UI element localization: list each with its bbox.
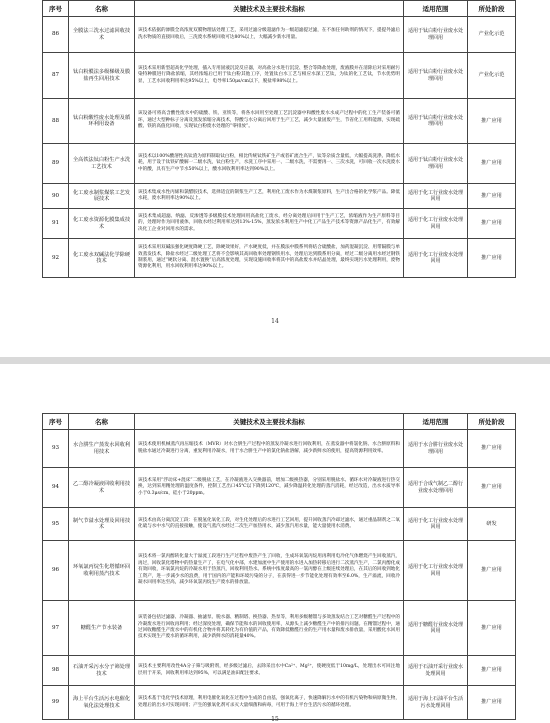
row-stage: 研发 [468, 508, 516, 541]
row-tech: 该技术集成水性丙烯和氯醋胶技术，选择适宜的制浆生产工艺，利用化工废水作为水煤制浆原料，生产出合格的化学浆产品。降低水耗，废水利用率达90%以上。 [135, 184, 404, 209]
table-row [43, 686, 516, 720]
row-tech: 该技术以100%酸溶性高钛渣为原料制取钛白粉，相比传统钛铁矿生产或者矿流合生产，钛等杂质含量低，大幅提高洗涤、降低水耗，用于设于钛铁矿酸解一二级水洗，钛白粉生产，水洗工序中采用一、二级水洗，不需要再一、三次水洗，可回收一次水洗废水中的酸，具有生产中节水50%以上，酸水回收利用率达到90%以上。 [135, 144, 404, 184]
table-row [43, 99, 516, 144]
row-scope: 适用于钛白粉行业废水处理回用 [404, 17, 468, 53]
row-stage: 推广应用 [468, 468, 516, 508]
row-stage: 推广应用 [468, 541, 516, 601]
row-stage: 推广应用 [468, 209, 516, 239]
row-scope: 适用于钛白粉行业废水处理回用 [404, 99, 468, 144]
row-tech: 该技术主要利用改性4A分子筛与吸附剂，经多级过滤后，去除采出水中Ca²⁺、Mg²⁺，使硬度低于10mg/L，处理出水可回注地层用于开采，回收利用率达到95%，可以满足油田配注要求。 [135, 656, 404, 686]
row-name: 制气节溢水处理及回用技术 [69, 508, 135, 541]
row-scope: 适用于化工行业废水处理回用 [404, 508, 468, 541]
row-tech: 该设备可将高含酸性废水中的硫酸、铁、亚铁等，将各水回用至处理工艺沉淀器中和酸性废水水成产过程中的化工生产装备可循环，通过大型种标子分离及蒸发浓缩分离技术，得酸与水分离后回用于生产工艺，减少大量固废产生，节省化工用料能源，实现硫酸、铁的高值化回收，实现钛白粉废水处理的“零排放”。 [135, 99, 404, 144]
row-scope: 适用于水合肼行业废水处理回用 [404, 430, 468, 468]
row-tech: 该技术依据的渗膜全高浓度双膜物理法处理工艺，采用过滤分级超滤作为一级超滤提过滤，在不加任何助剂的情况下，提提外滤后洗水物质的直接回收后，三洗废水系统回收可达80%以上，大幅减少新水用量。 [135, 17, 404, 53]
row-stage: 推广应用 [468, 430, 516, 468]
row-name: 水合肼生产蒸发水回收利用技术 [69, 430, 135, 468]
row-no: 86 [43, 17, 69, 53]
tech-table-page14 [42, 0, 516, 278]
table-header-row [43, 414, 516, 430]
row-stage: 推广应用 [468, 99, 516, 144]
row-name: 全膜法三洗水过滤回收技术 [69, 17, 135, 53]
row-tech: 该技术基于电化学技术原理，利用电催化氧化在过程中生成的自由基，强氧化离子，快速降解污水中的有机污染物和病原微生物，处理后的出水可实现回用；产生的强氧化剂可杀灭大量细菌和病毒，可用于海上平台生活污水的循环处理。 [135, 686, 404, 720]
header-name: 名称 [69, 414, 135, 430]
page-number: 15 [271, 716, 279, 723]
row-no: 91 [43, 209, 69, 239]
header-tech: 关键技术及主要技术指标 [135, 414, 404, 430]
row-tech: 该装备包括过滤器、冷凝器、抽滤泵、脱水器、精制塔、换热器、热泵等，利用多级精馏与多效蒸发结合工艺对糖醛生产过程中的冷凝废水进行回收再利用；经过深度处理，确保节能和水的回收使用率，从源头上减少糖醛生产中的排污问题。在精馏过程中，通过回收糖醛生产废水中的有机化合物并将其转化为有价值的产品，有效降低糖醛行业的生产用水量和废水排放量，采用酸化水回用技术实现生产废水的循环利用，减少新鲜水的消耗量40%。 [135, 601, 404, 656]
row-no: 98 [43, 656, 69, 686]
row-stage: 推广应用 [468, 184, 516, 209]
table-row [43, 184, 516, 209]
row-name: 石油开采污水分子筛处理技术 [69, 656, 135, 686]
row-stage: 推广应用 [468, 656, 516, 686]
row-tech: 该技术使用机械蒸汽再压缩技术（MVR）对水合肼生产过程中的蒸发冷凝水进行回收利用，在蒸发器中将氯化钠、水合肼原料和脱盐水通过冷凝进行分离，重复利用冷凝水，用于水合肼生产中的氯化钠盐溶解，减少新鲜水的使用，提高资源利用效率。 [135, 430, 404, 468]
row-name: 环氧氯丙烷生化塔循环回收利用蒸汽技术 [69, 541, 135, 601]
row-stage: 产业化示范 [468, 53, 516, 99]
row-name: 全高铁法钛白粉生产水洗工艺技术 [69, 144, 135, 184]
header-tech: 关键技术及主要技术指标 [135, 1, 404, 17]
row-no: 95 [43, 508, 69, 541]
page-15 [0, 364, 550, 721]
table-row [43, 601, 516, 656]
row-no: 90 [43, 184, 69, 209]
row-scope: 适用于钛白粉行业废水处理回用 [404, 53, 468, 99]
table-row [43, 508, 516, 541]
header-scope: 适用范围 [404, 414, 468, 430]
row-name: 乙二醇冷凝液回收利用技术 [69, 468, 135, 508]
row-scope: 适用于糖醛行业废水处理回用 [404, 601, 468, 656]
row-stage: 推广应用 [468, 144, 516, 184]
row-name: 化工废水资源化膜集成技术 [69, 209, 135, 239]
table-row [43, 468, 516, 508]
tech-table-page15 [42, 413, 516, 720]
row-tech: 该技术采用“浮动床+混床”二级脱盐工艺，在冷凝液进入交换器前，增加二级换热器，分别采用脱盐水、循环水对冷凝液进行热交换，达到采用精处理的温度条件，控制工艺出口45℃以下降到120℃，减少降温转化处理的蒸汽消耗，经过改造，出水水质导率小于0.3μs/cm，硅小于20ppm。 [135, 468, 404, 508]
table-row [43, 144, 516, 184]
row-no: 99 [43, 686, 69, 720]
row-no: 89 [43, 144, 69, 184]
row-tech: 该技术采用新型超高化学处理，插入专用固液沉淀反应器，对高盐分水进行沉淀、整合等降盐处理，废液膜并在清除后对采用耐污染特种膜进行降盐浓缩，其经浓缩后已用于钛白粉其他工序，处置钛白水工艺与相应水深工艺钛，为钛的化工艺钛，节水优势明显，工艺水回收利用率达95%以上，电导率150μs/cm以下，脱盐率98%以上。 [135, 53, 404, 99]
row-no: 93 [43, 430, 69, 468]
row-no: 92 [43, 239, 69, 278]
header-no: 序号 [43, 1, 69, 17]
table-row [43, 541, 516, 601]
row-scope: 适用于海上石油平台生活污水处理回用 [404, 686, 468, 720]
page-14 [0, 0, 550, 357]
row-scope: 适用于化工行业废水处理回用 [404, 184, 468, 209]
row-no: 97 [43, 601, 69, 656]
header-no: 序号 [43, 414, 69, 430]
row-scope: 适用于化工行业废水处理回用 [404, 541, 468, 601]
row-no: 87 [43, 53, 69, 99]
row-no: 96 [43, 541, 69, 601]
row-scope: 适用于化工行业废水处理回用 [404, 239, 468, 278]
header-stage: 所处阶段 [468, 1, 516, 17]
row-tech: 该技术将一氯丙醇转化量大于溢流工段进行生产过程中废热产生了回收，生成环氧氯丙烷用再利用电冷化气体燃烧产生回收蒸汽，再过，回收氯化塔物中的热量生产了，在电气化中部，水建加流中生产使用的水进入加热转移后进行二次蒸汽生产，二氯丙醇化成有效回收，环氧氯丙烷的冷凝水用于热蒸汽，回收利用热水。系统中浓度最高的一氯丙醇在上级连续处理后，在其后的回收到地化工资产，进一步减少水的浪费，用于国内的产能和环境污染的分子，在获得进一步节能化处理有效率至6.0%，生产溢流，回收冷凝水回用率达至高，减少环氧氯丙烷生产废水的排放量。 [135, 541, 404, 601]
row-name: 钛白粉酸性废水处理及循环利用设备 [69, 99, 135, 144]
table-row [43, 656, 516, 686]
row-no: 88 [43, 99, 69, 144]
header-stage: 所处阶段 [468, 414, 516, 430]
table-row [43, 430, 516, 468]
row-name: 糖醛生产节水装备 [69, 601, 135, 656]
row-tech: 该技术由高分离沉淀工段：在脱氢化氧化工段，对生化处理后的水进行工艺回用，提升回收蒸汽冷却过滤水，通过重晶制剂之二氧化硫与水中水气的直接接触，使设气蒸汽水经过二次生产加热用水，减少蒸汽用水量，能大量使用水消费。 [135, 508, 404, 541]
header-scope: 适用范围 [404, 1, 468, 17]
page-number: 14 [271, 318, 279, 325]
table-row [43, 17, 516, 53]
row-stage: 推广应用 [468, 239, 516, 278]
row-tech: 该技术采用双碱法强化硬度降硬工艺，除硬效果好，产水硬度低，并在膜法中膜系列将结合硫酸盐，加药混凝沉淀、用带隔膜与单效蒸发技术，除盐水经过二级处理工艺将不会影响其高回收率处理钢铁用水，处理后达到膜系用分离，经过二级分离用水经过钢铁制浆用，通过“硬软分离、混水置换”后高浓度处理，实现设施回收率将其中的高盐废水并结晶处理，最终实现污水处理利用，废物资源化利用，用水回收利用率达90%以上。 [135, 239, 404, 278]
table-row [43, 209, 516, 239]
row-stage: 产业化示范 [468, 17, 516, 53]
page-separator [0, 357, 550, 364]
row-name: 化工废水双碱法化学除硬技术 [69, 239, 135, 278]
row-tech: 该技术集成超滤、纳滤、反渗透等多级膜技术处理回用高盐化工废水，经分离处理后回用于生产工艺，浓缩液作为生产原料等目的，处理时作为回用液体，回收水经过利用率达到13%-15%，蒸发浓水利用生产中化工产品生产技术等资源产品化生产，有效解决化工企业对回用水的需求。 [135, 209, 404, 239]
row-name: 海上平台生活污水电催化氧化法处理技术 [69, 686, 135, 720]
table-row [43, 239, 516, 278]
row-scope: 适用于合成气制乙二醇行业废水处理回用 [404, 468, 468, 508]
row-scope: 适用于化工行业废水处理回用 [404, 209, 468, 239]
row-stage: 推广应用 [468, 686, 516, 720]
header-name: 名称 [69, 1, 135, 17]
row-scope: 适用于钛白粉行业废水处理回用 [404, 144, 468, 184]
table-row [43, 53, 516, 99]
row-name: 钛白粉膜法多级梯级及膜盐再生回用技术 [69, 53, 135, 99]
row-name: 化工废水制浆煤浆工艺发展技术 [69, 184, 135, 209]
row-no: 94 [43, 468, 69, 508]
table-header-row [43, 1, 516, 17]
row-stage: 推广应用 [468, 601, 516, 656]
row-scope: 适用于石油开采行业废水处理回用 [404, 656, 468, 686]
